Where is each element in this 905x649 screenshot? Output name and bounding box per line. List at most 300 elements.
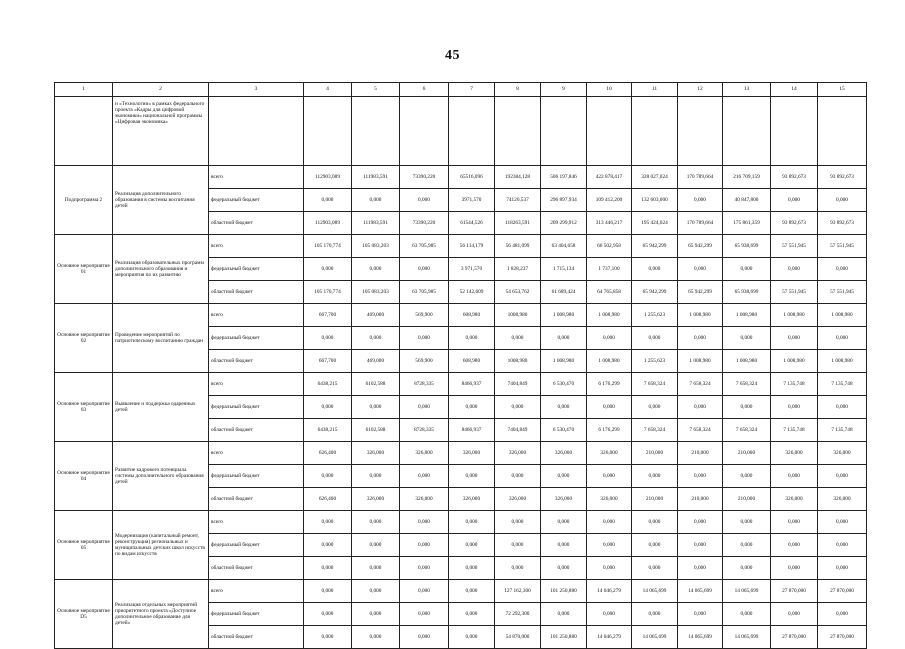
amount-cell: 0,000 <box>400 626 449 649</box>
amount-cell: 93 892,673 <box>771 166 818 189</box>
column-number-3: 3 <box>209 83 304 97</box>
continuation-cell <box>352 97 400 166</box>
amount-cell: 112903,089 <box>304 212 352 235</box>
column-number-10: 10 <box>587 83 632 97</box>
amount-cell: 1 008,980 <box>587 350 632 373</box>
amount-cell: 66 502,958 <box>587 235 632 258</box>
continuation-cell-3 <box>209 97 304 166</box>
amount-cell: 1 008,980 <box>678 350 723 373</box>
amount-cell: 7 135,748 <box>771 373 818 396</box>
amount-cell: 0,000 <box>587 396 632 419</box>
amount-cell: 0,000 <box>678 258 723 281</box>
amount-cell: 0,000 <box>632 396 678 419</box>
amount-cell: 7 658,324 <box>632 419 678 442</box>
amount-cell: 0,000 <box>771 534 818 557</box>
amount-cell: 326,000 <box>541 442 587 465</box>
amount-cell: 1 008,980 <box>818 350 867 373</box>
column-number-1: 1 <box>55 83 113 97</box>
amount-cell: 326,000 <box>818 442 867 465</box>
amount-cell: 210,000 <box>678 488 723 511</box>
amount-cell: 0,000 <box>587 327 632 350</box>
continuation-cell-1 <box>55 97 113 166</box>
amount-cell: 0,000 <box>771 327 818 350</box>
funding-source-label: всего <box>209 166 304 189</box>
amount-cell: 0,000 <box>449 534 495 557</box>
amount-cell: 0,000 <box>400 327 449 350</box>
amount-cell: 65 942,299 <box>678 235 723 258</box>
continuation-cell <box>771 97 818 166</box>
amount-cell: 7 135,748 <box>818 419 867 442</box>
amount-cell: 209 299,912 <box>541 212 587 235</box>
amount-cell: 14 065,699 <box>723 626 771 649</box>
amount-cell: 0,000 <box>495 396 541 419</box>
amount-cell: 0,000 <box>587 603 632 626</box>
funding-source-label: областной бюджет <box>209 488 304 511</box>
program-name: Основное мероприятие 02 <box>55 304 113 373</box>
amount-cell: 313 446,217 <box>587 212 632 235</box>
continuation-cell <box>304 97 352 166</box>
amount-cell: 61544,526 <box>449 212 495 235</box>
amount-cell: 210,000 <box>632 488 678 511</box>
amount-cell: 0,000 <box>771 465 818 488</box>
amount-cell: 469,000 <box>352 304 400 327</box>
amount-cell: 14 065,699 <box>632 626 678 649</box>
amount-cell: 0,000 <box>449 396 495 419</box>
amount-cell: 65 942,299 <box>632 235 678 258</box>
amount-cell: 0,000 <box>541 603 587 626</box>
amount-cell: 1008,980 <box>495 350 541 373</box>
amount-cell: 326,000 <box>449 442 495 465</box>
amount-cell: 328 027,024 <box>632 166 678 189</box>
amount-cell: 608,980 <box>449 350 495 373</box>
program-description: Реализация дополнительного образования в системы воспитания детей <box>113 166 209 235</box>
amount-cell: 63 705,985 <box>400 281 449 304</box>
amount-cell: 0,000 <box>632 534 678 557</box>
amount-cell: 1008,980 <box>495 304 541 327</box>
amount-cell: 326,000 <box>495 442 541 465</box>
amount-cell: 326,000 <box>400 442 449 465</box>
amount-cell: 0,000 <box>818 465 867 488</box>
amount-cell: 1 008,980 <box>541 350 587 373</box>
amount-cell: 7 658,324 <box>678 373 723 396</box>
amount-cell: 0,000 <box>352 557 400 580</box>
amount-cell: 73390,220 <box>400 212 449 235</box>
amount-cell: 1 008,980 <box>723 304 771 327</box>
amount-cell: 170 789,664 <box>678 212 723 235</box>
table-row <box>55 442 867 465</box>
table-row <box>55 304 867 327</box>
amount-cell: 3 971,570 <box>449 258 495 281</box>
amount-cell: 0,000 <box>304 580 352 603</box>
amount-cell: 65 938,699 <box>723 281 771 304</box>
amount-cell: 132 603,000 <box>632 189 678 212</box>
amount-cell: 63 404,658 <box>541 235 587 258</box>
continuation-cell <box>632 97 678 166</box>
amount-cell: 8466,937 <box>449 373 495 396</box>
continuation-cell <box>723 97 771 166</box>
amount-cell: 109 412,200 <box>587 189 632 212</box>
amount-cell: 0,000 <box>818 396 867 419</box>
amount-cell: 0,000 <box>678 534 723 557</box>
amount-cell: 0,000 <box>678 603 723 626</box>
amount-cell: 27 870,000 <box>771 626 818 649</box>
amount-cell: 0,000 <box>541 534 587 557</box>
column-number-2: 2 <box>113 83 209 97</box>
amount-cell: 8728,335 <box>400 373 449 396</box>
program-name: Подпрограмма 2 <box>55 166 113 235</box>
amount-cell: 0,000 <box>678 511 723 534</box>
amount-cell: 0,000 <box>818 327 867 350</box>
amount-cell: 65516,096 <box>449 166 495 189</box>
column-number-9: 9 <box>541 83 587 97</box>
amount-cell: 0,000 <box>632 465 678 488</box>
amount-cell: 210,000 <box>632 442 678 465</box>
amount-cell: 57 551,945 <box>818 235 867 258</box>
column-number-4: 4 <box>304 83 352 97</box>
amount-cell: 326,000 <box>771 488 818 511</box>
amount-cell: 0,000 <box>400 189 449 212</box>
amount-cell: 0,000 <box>678 396 723 419</box>
amount-cell: 175 861,359 <box>723 212 771 235</box>
amount-cell: 0,000 <box>771 603 818 626</box>
amount-cell: 0,000 <box>304 396 352 419</box>
amount-cell: 56 114,179 <box>449 235 495 258</box>
amount-cell: 7 135,748 <box>818 373 867 396</box>
column-number-15: 15 <box>818 83 867 97</box>
amount-cell: 0,000 <box>400 534 449 557</box>
funding-source-label: федеральный бюджет <box>209 396 304 419</box>
amount-cell: 0,000 <box>495 534 541 557</box>
amount-cell: 61 689,424 <box>541 281 587 304</box>
funding-source-label: областной бюджет <box>209 212 304 235</box>
amount-cell: 93 892,673 <box>818 212 867 235</box>
amount-cell: 0,000 <box>723 396 771 419</box>
continuation-cell <box>400 97 449 166</box>
amount-cell: 326,000 <box>771 442 818 465</box>
amount-cell: 0,000 <box>723 557 771 580</box>
amount-cell: 216 709,159 <box>723 166 771 189</box>
amount-cell: 105 083,203 <box>352 281 400 304</box>
amount-cell: 27 870,000 <box>771 580 818 603</box>
table-row <box>55 511 867 534</box>
amount-cell: 0,000 <box>449 580 495 603</box>
funding-source-label: федеральный бюджет <box>209 465 304 488</box>
amount-cell: 0,000 <box>400 603 449 626</box>
amount-cell: 506 197,846 <box>541 166 587 189</box>
amount-cell: 1 828,237 <box>495 258 541 281</box>
amount-cell: 210,000 <box>723 442 771 465</box>
continuation-cell <box>449 97 495 166</box>
amount-cell: 93 892,673 <box>818 166 867 189</box>
program-name: Основное мероприятие D5 <box>55 580 113 649</box>
amount-cell: 192384,128 <box>495 166 541 189</box>
amount-cell: 0,000 <box>723 465 771 488</box>
amount-cell: 1 008,980 <box>587 304 632 327</box>
amount-cell: 0,000 <box>400 465 449 488</box>
amount-cell: 0,000 <box>304 327 352 350</box>
amount-cell: 40 847,800 <box>723 189 771 212</box>
amount-cell: 6438,215 <box>304 373 352 396</box>
amount-cell: 0,000 <box>587 557 632 580</box>
continuation-cell <box>818 97 867 166</box>
amount-cell: 1 008,980 <box>771 304 818 327</box>
continuation-cell <box>587 97 632 166</box>
funding-source-label: всего <box>209 442 304 465</box>
amount-cell: 64 765,858 <box>587 281 632 304</box>
amount-cell: 6 530,470 <box>541 373 587 396</box>
amount-cell: 170 789,664 <box>678 166 723 189</box>
amount-cell: 0,000 <box>400 258 449 281</box>
amount-cell: 74120,537 <box>495 189 541 212</box>
funding-source-label: федеральный бюджет <box>209 603 304 626</box>
amount-cell: 6102,588 <box>352 419 400 442</box>
amount-cell: 296 897,934 <box>541 189 587 212</box>
amount-cell: 0,000 <box>400 511 449 534</box>
funding-source-label: областной бюджет <box>209 626 304 649</box>
amount-cell: 0,000 <box>304 626 352 649</box>
table-row <box>55 373 867 396</box>
amount-cell: 667,700 <box>304 304 352 327</box>
amount-cell: 7 658,324 <box>678 419 723 442</box>
amount-cell: 8466,937 <box>449 419 495 442</box>
amount-cell: 195 424,024 <box>632 212 678 235</box>
amount-cell: 0,000 <box>352 327 400 350</box>
amount-cell: 608,980 <box>449 304 495 327</box>
table-row <box>55 235 867 258</box>
amount-cell: 0,000 <box>771 258 818 281</box>
program-description: Развитие кадрового потенциала системы дополнительного образования детей <box>113 442 209 511</box>
amount-cell: 0,000 <box>818 534 867 557</box>
amount-cell: 118263,591 <box>495 212 541 235</box>
amount-cell: 0,000 <box>632 603 678 626</box>
continuation-row <box>55 97 867 166</box>
amount-cell: 27 870,000 <box>818 580 867 603</box>
amount-cell: 14 046,279 <box>587 580 632 603</box>
amount-cell: 0,000 <box>352 603 400 626</box>
funding-source-label: федеральный бюджет <box>209 258 304 281</box>
budget-table <box>54 82 867 649</box>
continuation-text: и «Технологии» в рамках федерального проекта «Кадры для цифровой экономики» национальной программы «Цифровая экономика» <box>113 97 209 166</box>
page-number: 45 <box>445 48 460 63</box>
amount-cell: 0,000 <box>304 189 352 212</box>
amount-cell: 0,000 <box>449 465 495 488</box>
amount-cell: 0,000 <box>495 327 541 350</box>
amount-cell: 0,000 <box>632 557 678 580</box>
amount-cell: 0,000 <box>678 327 723 350</box>
amount-cell: 63 705,985 <box>400 235 449 258</box>
amount-cell: 0,000 <box>352 534 400 557</box>
amount-cell: 1 008,980 <box>541 304 587 327</box>
amount-cell: 626,400 <box>304 442 352 465</box>
program-name: Основное мероприятие 01 <box>55 235 113 304</box>
amount-cell: 72 292,300 <box>495 603 541 626</box>
funding-source-label: федеральный бюджет <box>209 327 304 350</box>
amount-cell: 6438,215 <box>304 419 352 442</box>
funding-source-label: областной бюджет <box>209 281 304 304</box>
amount-cell: 0,000 <box>304 603 352 626</box>
amount-cell: 0,000 <box>495 511 541 534</box>
amount-cell: 0,000 <box>678 557 723 580</box>
program-description: Проведение мероприятий по патриотическому воспитанию граждан <box>113 304 209 373</box>
amount-cell: 0,000 <box>818 511 867 534</box>
funding-source-label: всего <box>209 511 304 534</box>
amount-cell: 93 892,673 <box>771 212 818 235</box>
amount-cell: 7 135,748 <box>771 419 818 442</box>
amount-cell: 0,000 <box>632 327 678 350</box>
amount-cell: 326,000 <box>400 488 449 511</box>
amount-cell: 54 870,000 <box>495 626 541 649</box>
column-number-13: 13 <box>723 83 771 97</box>
amount-cell: 0,000 <box>723 603 771 626</box>
program-name: Основное мероприятие 04 <box>55 442 113 511</box>
amount-cell: 0,000 <box>678 189 723 212</box>
amount-cell: 57 551,945 <box>818 281 867 304</box>
amount-cell: 7 658,324 <box>632 373 678 396</box>
amount-cell: 6102,588 <box>352 373 400 396</box>
amount-cell: 111983,591 <box>352 166 400 189</box>
amount-cell: 326,000 <box>541 488 587 511</box>
amount-cell: 101 250,880 <box>541 626 587 649</box>
amount-cell: 1 008,980 <box>771 350 818 373</box>
amount-cell: 1 008,980 <box>678 304 723 327</box>
amount-cell: 326,000 <box>587 442 632 465</box>
amount-cell: 0,000 <box>723 327 771 350</box>
amount-cell: 326,000 <box>449 488 495 511</box>
amount-cell: 469,000 <box>352 350 400 373</box>
column-number-12: 12 <box>678 83 723 97</box>
amount-cell: 0,000 <box>449 626 495 649</box>
amount-cell: 105 083,203 <box>352 235 400 258</box>
column-number-14: 14 <box>771 83 818 97</box>
amount-cell: 0,000 <box>587 511 632 534</box>
amount-cell: 57 551,945 <box>771 235 818 258</box>
amount-cell: 0,000 <box>771 396 818 419</box>
amount-cell: 14 065,699 <box>632 580 678 603</box>
amount-cell: 569,900 <box>400 350 449 373</box>
amount-cell: 0,000 <box>723 534 771 557</box>
funding-source-label: федеральный бюджет <box>209 534 304 557</box>
amount-cell: 8728,335 <box>400 419 449 442</box>
amount-cell: 65 938,699 <box>723 235 771 258</box>
amount-cell: 1 255,623 <box>632 350 678 373</box>
amount-cell: 0,000 <box>352 396 400 419</box>
column-number-row <box>55 83 867 97</box>
amount-cell: 0,000 <box>400 557 449 580</box>
amount-cell: 210,000 <box>723 488 771 511</box>
amount-cell: 0,000 <box>495 557 541 580</box>
funding-source-label: областной бюджет <box>209 419 304 442</box>
amount-cell: 127 162,300 <box>495 580 541 603</box>
amount-cell: 0,000 <box>449 327 495 350</box>
amount-cell: 0,000 <box>541 327 587 350</box>
amount-cell: 0,000 <box>541 396 587 419</box>
amount-cell: 0,000 <box>818 557 867 580</box>
amount-cell: 111983,591 <box>352 212 400 235</box>
amount-cell: 7 658,324 <box>723 373 771 396</box>
amount-cell: 0,000 <box>771 557 818 580</box>
amount-cell: 0,000 <box>541 511 587 534</box>
amount-cell: 1 737,100 <box>587 258 632 281</box>
funding-source-label: всего <box>209 304 304 327</box>
amount-cell: 667,700 <box>304 350 352 373</box>
amount-cell: 7 658,324 <box>723 419 771 442</box>
amount-cell: 54 653,762 <box>495 281 541 304</box>
amount-cell: 105 170,774 <box>304 281 352 304</box>
amount-cell: 14 065,699 <box>678 580 723 603</box>
amount-cell: 0,000 <box>352 511 400 534</box>
funding-source-label: федеральный бюджет <box>209 189 304 212</box>
amount-cell: 0,000 <box>304 534 352 557</box>
amount-cell: 1 715,134 <box>541 258 587 281</box>
continuation-cell <box>678 97 723 166</box>
amount-cell: 0,000 <box>495 465 541 488</box>
program-description: Выявление и поддержка одаренных детей <box>113 373 209 442</box>
amount-cell: 0,000 <box>723 511 771 534</box>
program-name: Основное мероприятие 05 <box>55 511 113 580</box>
amount-cell: 1 008,980 <box>723 350 771 373</box>
column-number-5: 5 <box>352 83 400 97</box>
amount-cell: 0,000 <box>352 626 400 649</box>
amount-cell: 0,000 <box>304 258 352 281</box>
amount-cell: 0,000 <box>352 465 400 488</box>
amount-cell: 0,000 <box>818 258 867 281</box>
amount-cell: 0,000 <box>304 465 352 488</box>
funding-source-label: всего <box>209 373 304 396</box>
amount-cell: 569,900 <box>400 304 449 327</box>
amount-cell: 326,000 <box>495 488 541 511</box>
program-description: Модернизация (капитальный ремонт, реконструкция) региональных и муниципальных детских школ искусств по видам искусств <box>113 511 209 580</box>
amount-cell: 210,000 <box>678 442 723 465</box>
amount-cell: 0,000 <box>587 534 632 557</box>
table-row <box>55 166 867 189</box>
amount-cell: 0,000 <box>818 603 867 626</box>
amount-cell: 0,000 <box>352 580 400 603</box>
funding-source-label: всего <box>209 235 304 258</box>
amount-cell: 0,000 <box>771 511 818 534</box>
amount-cell: 0,000 <box>723 258 771 281</box>
program-description: Реализация образовательных программ дополнительного образования и мероприятия по их развитию <box>113 235 209 304</box>
amount-cell: 56 481,099 <box>495 235 541 258</box>
amount-cell: 3971,570 <box>449 189 495 212</box>
column-number-8: 8 <box>495 83 541 97</box>
amount-cell: 101 250,880 <box>541 580 587 603</box>
amount-cell: 0,000 <box>678 465 723 488</box>
amount-cell: 0,000 <box>352 258 400 281</box>
amount-cell: 65 942,299 <box>678 281 723 304</box>
amount-cell: 14 065,699 <box>723 580 771 603</box>
amount-cell: 0,000 <box>352 189 400 212</box>
amount-cell: 73390,220 <box>400 166 449 189</box>
amount-cell: 57 551,945 <box>771 281 818 304</box>
funding-source-label: всего <box>209 580 304 603</box>
amount-cell: 626,400 <box>304 488 352 511</box>
amount-cell: 65 942,299 <box>632 281 678 304</box>
amount-cell: 14 046,279 <box>587 626 632 649</box>
amount-cell: 1 008,980 <box>818 304 867 327</box>
amount-cell: 0,000 <box>771 189 818 212</box>
amount-cell: 422 878,417 <box>587 166 632 189</box>
amount-cell: 0,000 <box>632 511 678 534</box>
amount-cell: 0,000 <box>541 465 587 488</box>
amount-cell: 105 170,774 <box>304 235 352 258</box>
amount-cell: 326,000 <box>818 488 867 511</box>
amount-cell: 14 065,699 <box>678 626 723 649</box>
column-number-6: 6 <box>400 83 449 97</box>
amount-cell: 6 176,299 <box>587 419 632 442</box>
amount-cell: 0,000 <box>818 189 867 212</box>
amount-cell: 326,000 <box>352 442 400 465</box>
program-name: Основное мероприятие 03 <box>55 373 113 442</box>
